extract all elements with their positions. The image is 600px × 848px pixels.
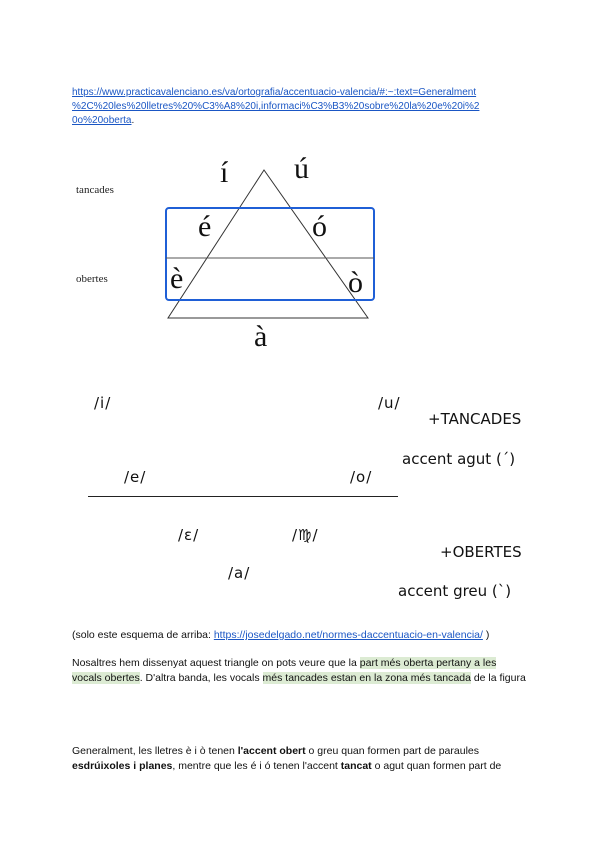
vowel-e-closed: é (198, 210, 212, 243)
bold-tancat: tancat (340, 760, 372, 772)
ipa-epsilon: /ε/ (178, 526, 200, 544)
ipa-u: /u/ (378, 394, 401, 412)
ipa-i: /i/ (94, 394, 112, 412)
highlight-tancades: més tancades estan en la zona més tancada (262, 672, 471, 684)
label-plus-tancades: +TANCADES (428, 410, 522, 428)
url-period: . (131, 115, 135, 126)
bold-accent-obert: l'accent obert (237, 745, 306, 757)
label-obertes: obertes (76, 273, 108, 285)
source-url-block (72, 86, 532, 128)
triangle-outline (168, 170, 368, 318)
vowel-a: à (254, 320, 268, 353)
label-plus-obertes: +OBERTES (440, 543, 522, 561)
vowel-i: í (220, 156, 229, 189)
vowel-e-open: è (170, 262, 184, 295)
caption-link[interactable]: https://josedelgado.net/normes-daccentuacio-en-valencia/ (213, 629, 483, 641)
label-tancades: tancades (76, 184, 114, 196)
vowel-o-closed: ó (312, 210, 327, 243)
label-accent-agut: accent agut (´) (402, 450, 516, 468)
vowel-u: ú (294, 152, 309, 185)
highlight-obertes: part més oberta pertany a les vocals obertes (72, 657, 497, 684)
scheme-divider (88, 496, 398, 497)
bold-esdruixoles: esdrúixoles i planes (72, 760, 173, 772)
label-accent-greu: accent greu (`) (398, 582, 512, 600)
ipa-a: /a/ (228, 564, 251, 582)
ipa-e: /e/ (124, 468, 147, 486)
paragraph-triangle: Nosaltres hem dissenyat aquest triangle on pots veure que la part més oberta pertany a les vocals obertes. D'altra banda, les vocals més tancades estan en la zona més tancada de la figura (72, 657, 526, 684)
source-link[interactable]: https://www.practicavalenciano.es/va/ortografia/accentuacio-valencia/#:~:text=Generalment %2C%20les%20lletres%20%C3%A8%20i,informaci%C3%B3%20sobre%20la%20e%20i%2 0o%20oberta (72, 87, 480, 126)
paragraph-generalment: Generalment, les lletres è i ò tenen l'accent obert o greu quan formen part de paraules esdrúixoles i planes, mentre que les é i ó tenen l'accent tancat o agut quan formen part de (72, 745, 502, 772)
vowel-o-open: ò (348, 266, 363, 299)
ipa-o: /o/ (350, 468, 373, 486)
vowel-triangle-figure (72, 148, 378, 358)
ipa-open-o: /♍/ (292, 526, 319, 544)
scheme-caption: (solo este esquema de arriba: https://josedelgado.net/normes-daccentuacio-en-valencia/ ) (72, 629, 490, 641)
